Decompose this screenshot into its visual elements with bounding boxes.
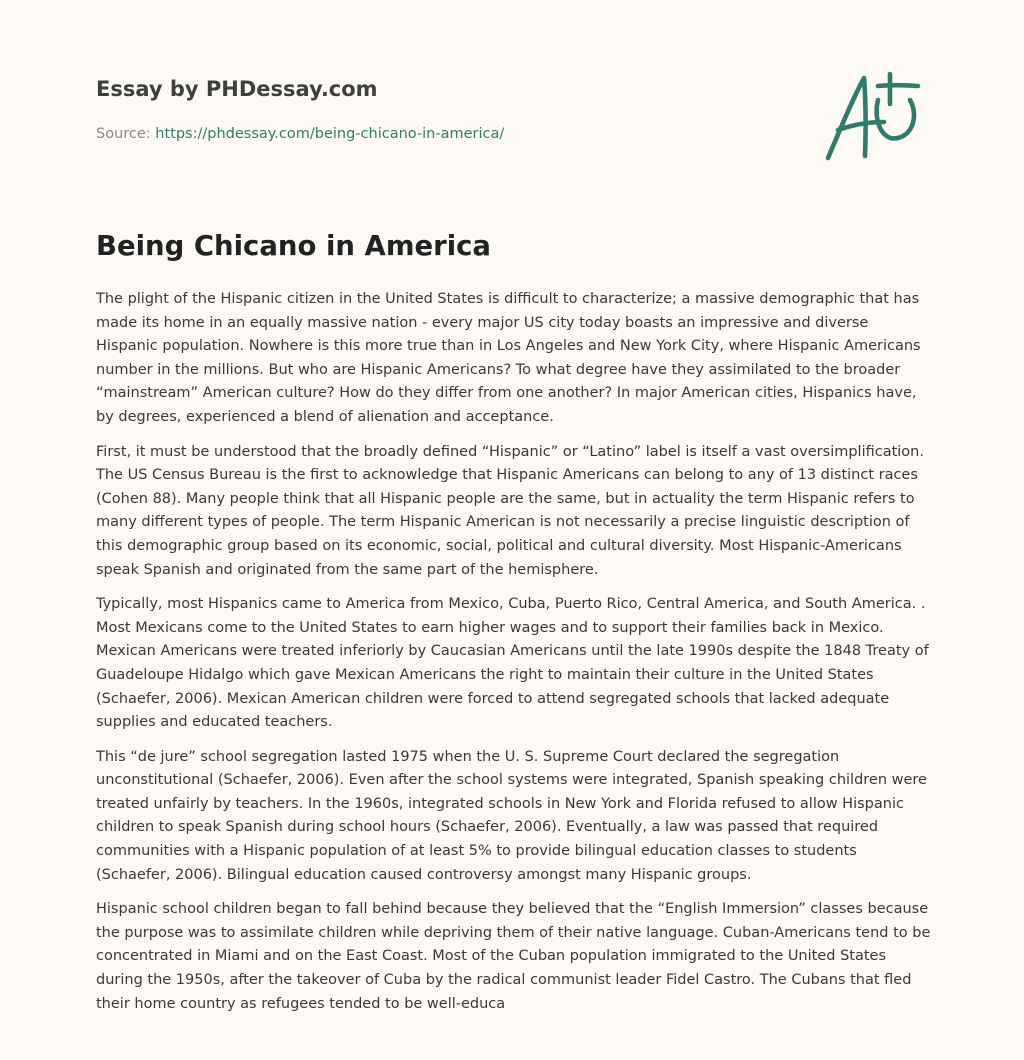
site-title: Essay by PHDessay.com [96,77,378,101]
source-line [96,124,796,144]
article-paragraph: This “de jure” school segregation lasted 1975 when the U. S. Supreme Court declared the segregation unconstitutional (Schaefer, 2006). Even after the school systems were integrated, Spanish speaking children were treated unfairly by teachers. In the 1960s, integrated schools in New York and Florida refused to allow Hispanic children to speak Spanish during school hours (Schaefer, 2006). Eventually, a law was passed that required communities with a Hispanic population of at least 5% to provide bilingual education classes to students (Schaefer, 2006). Bilingual education caused controversy amongst many Hispanic groups. [96,748,927,883]
a-plus-grade-logo-icon [818,64,928,168]
article [96,226,932,1027]
article-title: Being Chicano in America [96,230,491,262]
article-paragraph: Hispanic school children began to fall behind because they believed that the “English Immersion” classes because the purpose was to assimilate children while depriving them of their native language. Cuban-Americans tend to be concentrated in Miami and on the East Coast. Most of the Cuban population immigrated to the United States during the 1950s, after the takeover of Cuba by the radical communist leader Fidel Castro. The Cubans that fled their home country as refugees tended to be well-educa [96,901,931,1012]
article-paragraph: First, it must be understood that the broadly defined “Hispanic” or “Latino” label is itself a vast oversimplification. The US Census Bureau is the first to acknowledge that Hispanic Americans can belong to any of 13 distinct races (Cohen 88). Many people think that all Hispanic people are the same, but in actuality the term Hispanic refers to many different types of people. The term Hispanic American is not necessarily a precise linguistic description of this demographic group based on its economic, social, political and cultural diversity. Most Hispanic-Americans speak Spanish and originated from the same part of the hemisphere. [96,443,924,578]
source-link[interactable]: https://phdessay.com/being-chicano-in-america/ [155,126,505,142]
article-paragraph: The plight of the Hispanic citizen in the United States is difficult to characterize; a massive demographic that has made its home in an equally massive nation - every major US city today boasts an impressive and diverse Hispanic population. Nowhere is this more true than in Los Angeles and New York City, where Hispanic Americans number in the millions. But who are Hispanic Americans? To what degree have they assimilated to the broader “mainstream” American culture? How do they differ from one another? In major American cities, Hispanics have, by degrees, experienced a blend of alienation and acceptance. [96,291,921,425]
page-header [96,74,796,144]
article-paragraph: Typically, most Hispanics came to America from Mexico, Cuba, Puerto Rico, Central America, and South America. . Most Mexicans come to the United States to earn higher wages and to support their families back in Mexico. Mexican Americans were treated inferiorly by Caucasian Americans until the late 1990s despite the 1848 Treaty of Guadeloupe Hidalgo which gave Mexican Americans the right to maintain their culture in the United States (Schaefer, 2006). Mexican American children were forced to attend segregated schools that lacked adequate supplies and educated teachers. [96,596,929,731]
source-label: Source: [96,126,156,142]
